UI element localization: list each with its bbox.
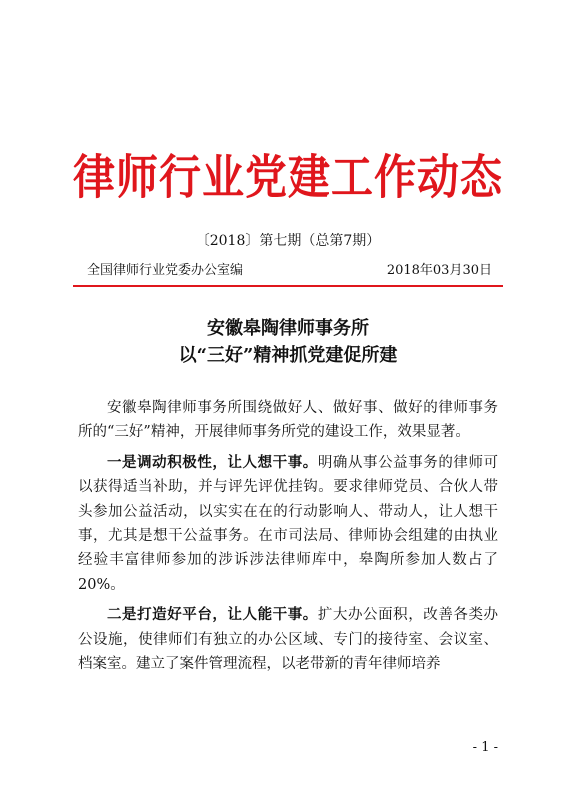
paragraph-point-1-lead: 一是调动积极性，让人想干事。: [107, 453, 318, 471]
paragraph-intro-text: 安徽皋陶律师事务所围绕做好人、做好事、做好的律师事务所的“三好”精神，开展律师事务所党的建设工作，效果显著。: [78, 400, 498, 441]
editor-line: 全国律师行业党委办公室编: [87, 263, 244, 278]
article-title-line-2: 以“三好”精神抓党建促所建: [178, 345, 398, 366]
paragraph-point-2: [78, 603, 498, 676]
page-number: - 1 -: [472, 740, 498, 755]
article-title-line-1: 安徽皋陶律师事务所: [207, 318, 369, 339]
issue-number: 〔2018〕第七期（总第7期）: [195, 233, 381, 249]
paragraph-intro: [78, 396, 498, 445]
article-body: [78, 396, 498, 682]
article-title: [0, 315, 576, 369]
paragraph-point-1: [78, 451, 498, 597]
red-divider-rule: [73, 285, 503, 287]
paragraph-point-1-text: 明确从事公益事务的律师可以获得适当补助，并与评先评优挂钩。要求律师党员、合伙人带头参加公益活动，以实实在在的行动影响人、带动人，让人想干事，尤其是想干公益事务。在市司法局、律师协会组建的由执业经验丰富律师参加的涉诉涉法律师库中，皋陶所参加人数占了20%。: [78, 454, 499, 593]
masthead-title: 律师行业党建工作动态: [72, 150, 503, 205]
paragraph-point-2-text: 扩大办公面积，改善各类办公设施，使律师们有独立的办公区域、专门的接待室、会议室、档案室。建立了案件管理流程，以老带新的青年律师培养: [78, 607, 499, 673]
paragraph-point-2-lead: 二是打造好平台，让人能干事。: [107, 606, 318, 624]
publish-date: 2018年03月30日: [386, 263, 492, 278]
